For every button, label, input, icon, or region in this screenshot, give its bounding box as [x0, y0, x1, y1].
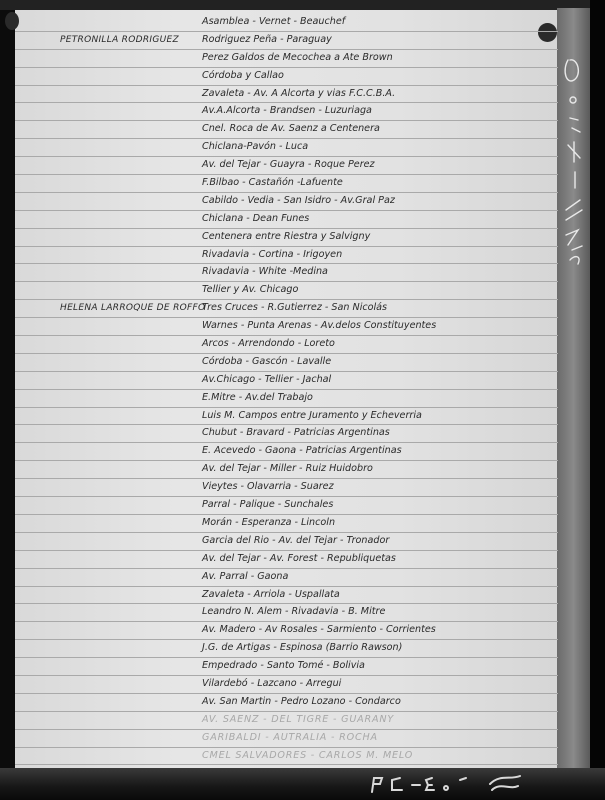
- person-name: PETRONILLA RODRIGUEZ: [60, 34, 179, 45]
- list-item: [15, 175, 558, 193]
- list-item: [15, 354, 558, 372]
- list-item: [15, 229, 558, 247]
- list-item: [15, 658, 558, 676]
- list-item: [15, 551, 558, 569]
- list-item: [15, 247, 558, 265]
- street-intersection: E. Acevedo - Gaona - Patricias Argentinas: [202, 445, 402, 457]
- street-intersection: Av. Parral - Gaona: [202, 570, 289, 582]
- street-intersection: Cabildo - Vedia - San Isidro - Av.Gral Paz: [202, 194, 395, 206]
- list-item: [15, 68, 558, 86]
- street-intersection: Av. Madero - Av Rosales - Sarmiento - Corrientes: [202, 624, 436, 636]
- handwritten-plate-marking: [560, 50, 590, 270]
- list-item: [15, 587, 558, 605]
- list-item: [15, 676, 558, 694]
- street-intersection: Arcos - Arrendondo - Loreto: [202, 338, 335, 350]
- list-item: [15, 211, 558, 229]
- street-intersection: Av.Chicago - Tellier - Jachal: [202, 373, 332, 385]
- list-item: [15, 193, 558, 211]
- list-item: [15, 86, 558, 104]
- street-intersection: Av.A.Alcorta - Brandsen - Luzuriaga: [202, 105, 372, 117]
- street-intersection: Parral - Palique - Sunchales: [202, 499, 334, 511]
- list-item: [15, 32, 558, 50]
- street-intersection: Leandro N. Alem - Rivadavia - B. Mitre: [202, 606, 386, 618]
- plate-bottom-marking: [370, 772, 530, 800]
- list-item: [15, 425, 558, 443]
- street-intersection: Rivadavia - White -Medina: [202, 266, 328, 278]
- list-item: [15, 336, 558, 354]
- list-item: [15, 318, 558, 336]
- street-intersection: Empedrado - Santo Tomé - Bolivia: [202, 660, 365, 672]
- street-intersection: Tres Cruces - R.Gutierrez - San Nicolás: [202, 302, 388, 314]
- street-intersection: Asamblea - Vernet - Beauchef: [202, 16, 346, 27]
- faint-street-intersection: GARIBALDI - AUTRALIA - ROCHA: [202, 731, 378, 743]
- faint-street-intersection: CMEL SALVADORES - CARLOS M. MELO: [202, 749, 414, 761]
- list-item: [15, 264, 558, 282]
- list-item: [15, 694, 558, 712]
- street-intersection: Luis M. Campos entre Juramento y Echeverria: [202, 409, 422, 421]
- list-item: [15, 533, 558, 551]
- list-item: [15, 139, 558, 157]
- plate-top-edge: [0, 0, 605, 10]
- street-intersection: Vilardebó - Lazcano - Arregui: [202, 677, 342, 689]
- list-item: [15, 282, 558, 300]
- street-list: [15, 14, 558, 765]
- list-item: [15, 604, 558, 622]
- list-item: [15, 372, 558, 390]
- street-intersection: Córdoba - Gascón - Lavalle: [202, 355, 332, 367]
- list-item: [15, 497, 558, 515]
- faint-list-item: [15, 748, 558, 766]
- street-intersection: Warnes - Punta Arenas - Av.delos Constituyentes: [202, 320, 437, 332]
- street-intersection: Chubut - Bravard - Patricias Argentinas: [202, 427, 390, 439]
- street-intersection: F.Bilbao - Castañón -Lafuente: [202, 177, 343, 189]
- street-intersection: Av. del Tejar - Av. Forest - Republiquetas: [202, 552, 396, 564]
- list-item: [15, 640, 558, 658]
- list-item: [15, 622, 558, 640]
- list-item: [15, 408, 558, 426]
- street-intersection: J.G. de Artigas - Espinosa (Barrio Rawson): [202, 642, 403, 654]
- list-item: [15, 157, 558, 175]
- list-item: [15, 443, 558, 461]
- person-name: HELENA LARROQUE DE ROFFO: [60, 303, 206, 314]
- street-intersection: Tellier y Av. Chicago: [202, 284, 299, 296]
- street-intersection: Zavaleta - Arriola - Uspallata: [202, 588, 340, 600]
- list-item: [15, 461, 558, 479]
- list-item: [15, 515, 558, 533]
- list-item: [15, 300, 558, 318]
- street-intersection: Cnel. Roca de Av. Saenz a Centenera: [202, 123, 380, 135]
- street-intersection: E.Mitre - Av.del Trabajo: [202, 391, 313, 403]
- street-intersection: Morán - Esperanza - Lincoln: [202, 516, 336, 528]
- street-intersection: Rivadavia - Cortina - Irigoyen: [202, 248, 343, 260]
- list-item: [15, 50, 558, 68]
- street-intersection: Garcia del Rio - Av. del Tejar - Tronador: [202, 534, 390, 546]
- street-intersection: Av. del Tejar - Miller - Ruiz Huidobro: [202, 463, 373, 475]
- list-item: [15, 479, 558, 497]
- faint-street-intersection: AV. SAENZ - DEL TIGRE - GUARANY: [202, 713, 395, 725]
- list-item: [15, 390, 558, 408]
- street-intersection: Rodriguez Peña - Paraguay: [202, 33, 332, 45]
- street-intersection: Zavaleta - Av. A Alcorta y vias F.C.C.B.A.: [202, 87, 396, 99]
- faint-list-item: [15, 712, 558, 730]
- street-intersection: Vieytes - Olavarria - Suarez: [202, 481, 334, 493]
- street-intersection: Chiclana - Dean Funes: [202, 212, 310, 224]
- list-item: [15, 121, 558, 139]
- list-item: [15, 103, 558, 121]
- plate-right-edge: [590, 0, 605, 800]
- faint-list-item: [15, 730, 558, 748]
- street-intersection: Av. San Martin - Pedro Lozano - Condarco: [202, 695, 401, 707]
- street-intersection: Perez Galdos de Mecochea a Ate Brown: [202, 51, 393, 63]
- street-intersection: Córdoba y Callao: [202, 69, 284, 81]
- list-item: [15, 569, 558, 587]
- street-intersection: Chiclana-Pavón - Luca: [202, 141, 309, 153]
- street-intersection: Centenera entre Riestra y Salvigny: [202, 230, 371, 242]
- list-item: [15, 14, 558, 32]
- street-intersection: Av. del Tejar - Guayra - Roque Perez: [202, 159, 375, 171]
